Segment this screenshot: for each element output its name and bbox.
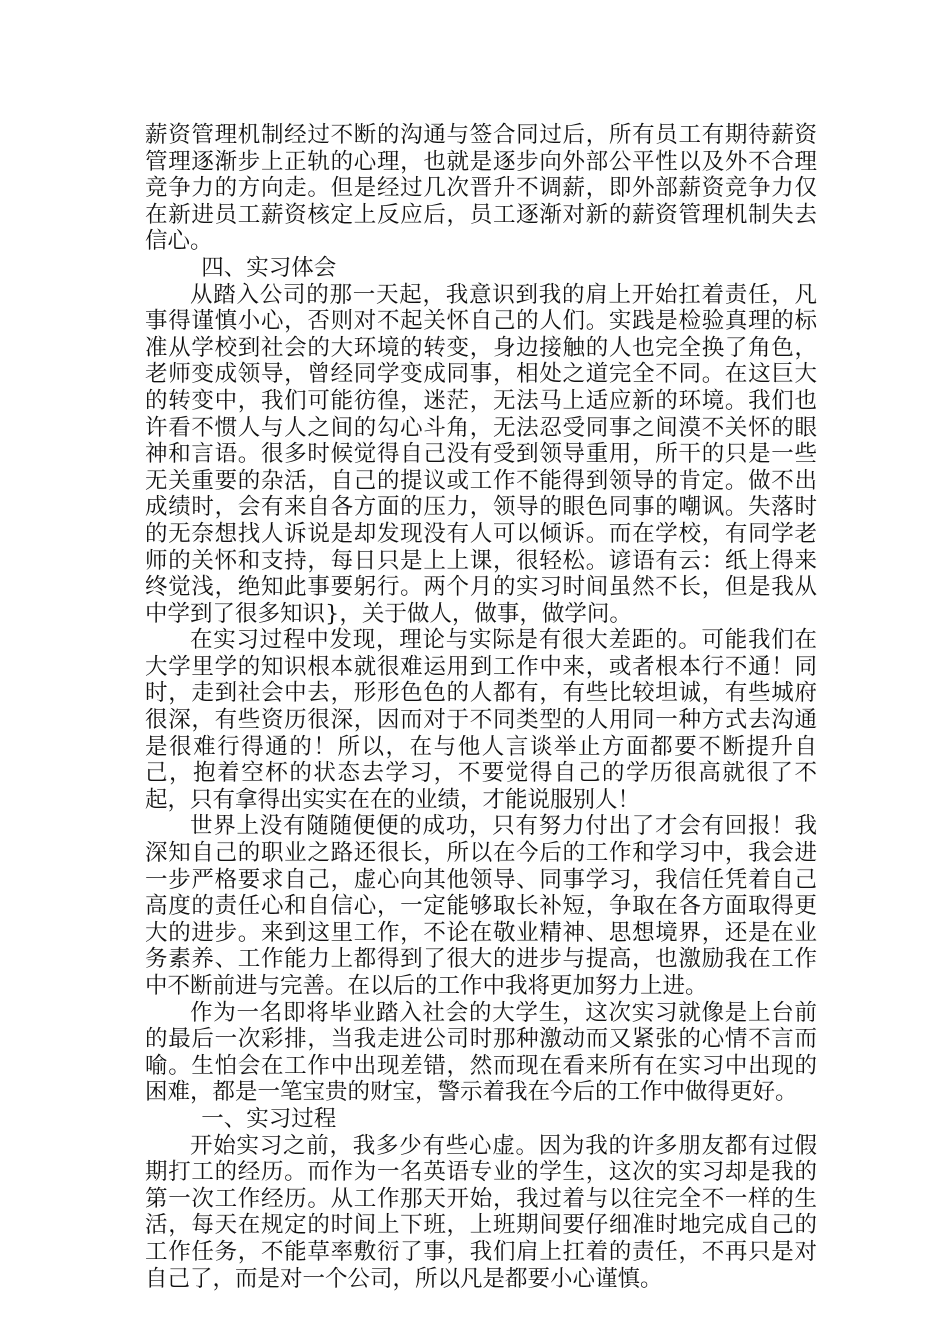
paragraph-theory-vs-practice: 在实习过程中发现，理论与实际是有很大差距的。可能我们在大学里学的知识根本就很难运用到工作中来，或者根本行不通！同时，走到社会中去，形形色色的人都有，有些比较坦诚，有些城府很深，有些资历很深，因而对于不同类型的人用同一种方式去沟通是很难行得通的！所以，在与他人言谈举止方面都要不断提升自己，抱着空杯的状态去学习，不要觉得自己的学历很高就很了不起，只有拿得出实实在在的业绩，才能说服别人！ (145, 627, 817, 813)
paragraph-salary-management: 薪资管理机制经过不断的沟通与签合同过后，所有员工有期待薪资管理逐渐步上正轨的心理，也就是逐步向外部公平性以及外不合理竞争力的方向走。但是经过几次晋升不调薪，即外部薪资竞争力仅在新进员工薪资核定上反应后，员工逐渐对新的薪资管理机制失去信心。 (145, 122, 817, 255)
paragraph-before-internship: 开始实习之前，我多少有些心虚。因为我的许多朋友都有过假期打工的经历。而作为一名英语专业的学生，这次的实习却是我的第一次工作经历。从工作那天开始，我过着与以往完全不一样的生活，每天在规定的时间上下班，上班期间要仔细准时地完成自己的工作任务，不能草率敷衍了事，我们肩上扛着的责任，不再只是对自己了，而是对一个公司，所以凡是都要小心谨慎。 (145, 1132, 817, 1292)
document-page (145, 122, 817, 1292)
paragraph-final-rehearsal: 作为一名即将毕业踏入社会的大学生，这次实习就像是上台前的最后一次彩排，当我走进公司时那种激动而又紧张的心情不言而喻。生怕会在工作中出现差错，然而现在看来所有在实习中出现的困难，都是一笔宝贵的财宝，警示着我在今后的工作中做得更好。 (145, 999, 817, 1106)
paragraph-success-effort: 世界上没有随随便便的成功，只有努力付出了才会有回报！我深知自己的职业之路还很长，所以在今后的工作和学习中，我会进一步严格要求自己，虚心向其他领导、同事学习，我信任凭着自己高度的责任心和自信心，一定能够取长补短，争取在各方面取得更大的进步。来到这里工作，不论在敬业精神、思想境界，还是在业务素养、工作能力上都得到了很大的进步与提高，也激励我在工作中不断前进与完善。在以后的工作中我将更加努力上进。 (145, 813, 817, 999)
section-heading-internship-reflection: 四、实习体会 (201, 254, 337, 281)
paragraph-responsibility: 从踏入公司的那一天起，我意识到我的肩上开始扛着责任，凡事得谨慎小心，否则对不起关怀自己的人们。实践是检验真理的标准从学校到社会的大环境的转变，身边接触的人也完全换了角色，老师变成领导，曾经同学变成同事，相处之道完全不同。在这巨大的转变中，我们可能彷徨，迷茫，无法马上适应新的环境。我们也许看不惯人与人之间的勾心斗角，无法忍受同事之间漠不关怀的眼神和言语。很多时候觉得自己没有受到领导重用，所干的只是一些无关重要的杂活，自己的提议或工作不能得到领导的肯定。做不出成绩时，会有来自各方面的压力，领导的眼色同事的嘲讽。失落时的无奈想找人诉说是却发现没有人可以倾诉。而在学校，有同学老师的关怀和支持，每日只是上上课，很轻松。谚语有云：纸上得来终觉浅，绝知此事要躬行。两个月的实习时间虽然不长，但是我从中学到了很多知识}，关于做人，做事，做学问。 (145, 281, 817, 627)
section-heading-internship-process: 一、实习过程 (201, 1105, 337, 1132)
